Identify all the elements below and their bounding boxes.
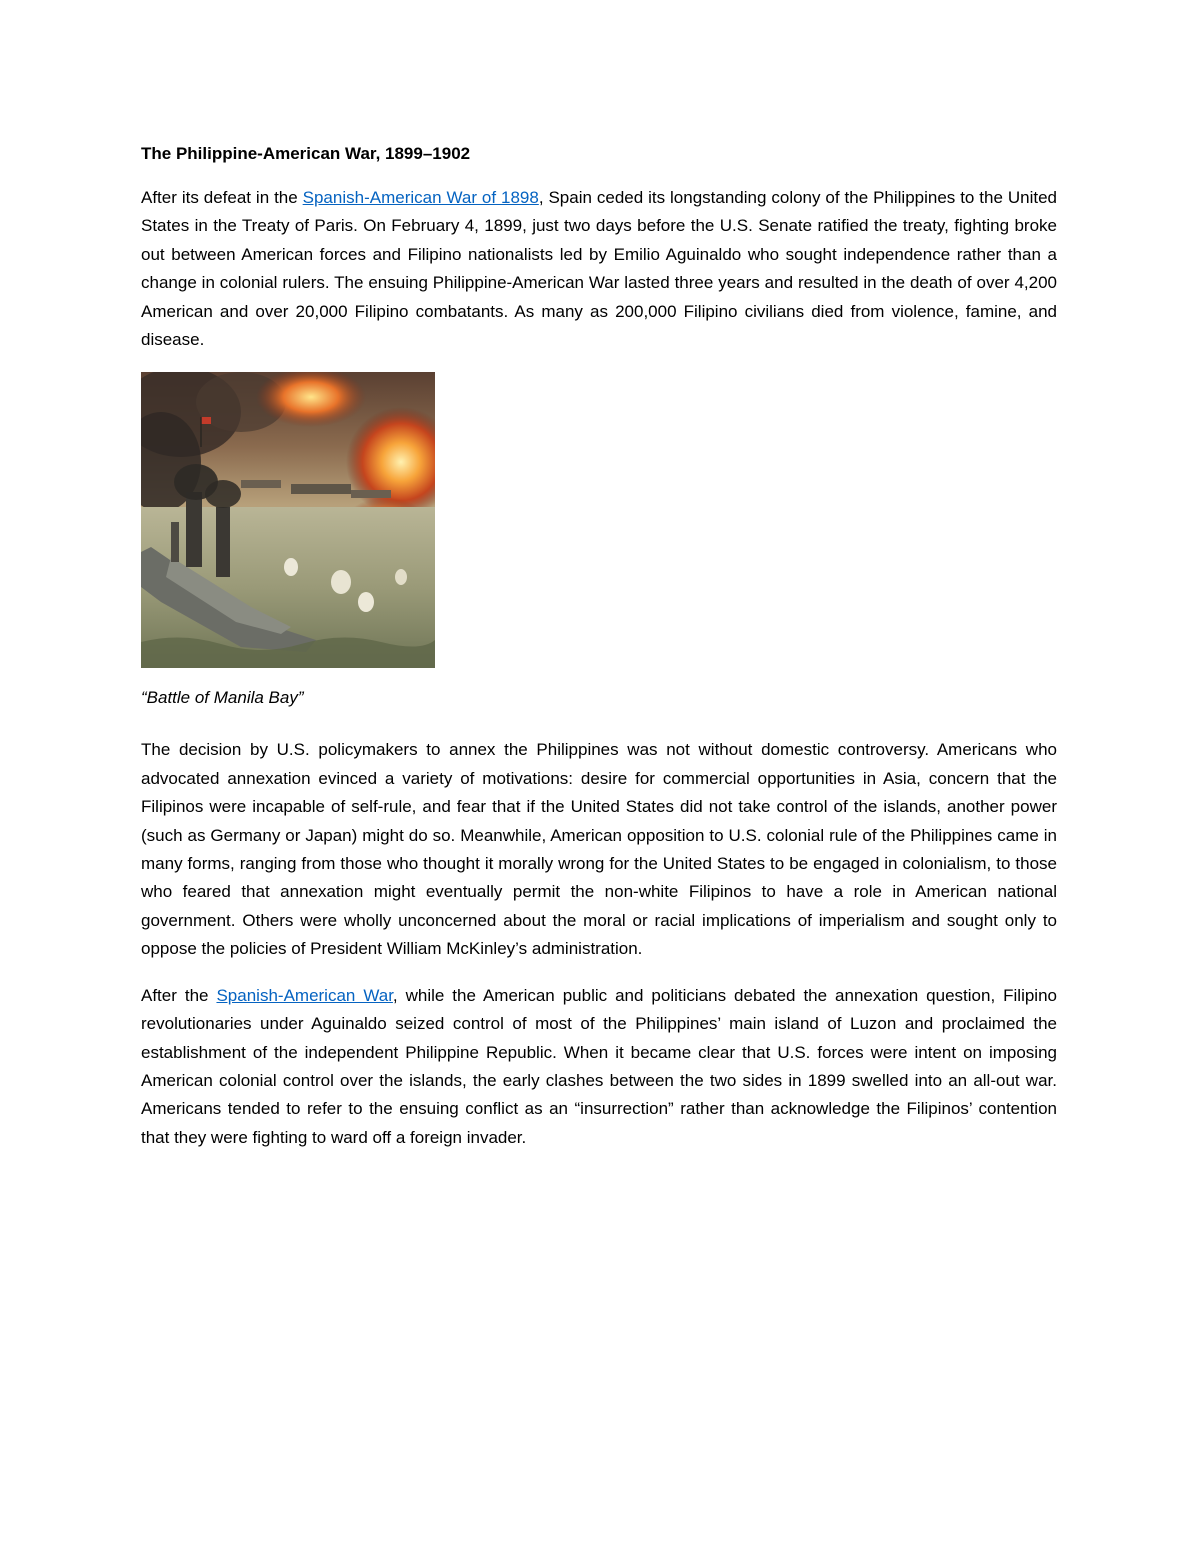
battle-of-manila-bay-painting bbox=[141, 372, 435, 668]
war-text-start: After the bbox=[141, 985, 217, 1005]
war-text-rest: , while the American public and politicians debated the annexation question, Filipino revolutionaries under Aguinaldo seized control of most of the Philippines’ main island of Luzon and proclaimed the establishment of the independent Philippine Republic. When it became clear that U.S. forces were intent on imposing American colonial control over the islands, the early clashes between the two sides in 1899 swelled into an all-out war. Americans tended to refer to the ensuing conflict as an “insurrection” rather than acknowledge the Filipinos’ contention that they were fighting to ward off a foreign invader. bbox=[141, 985, 1057, 1147]
spanish-american-war-1898-link[interactable]: Spanish-American War of 1898 bbox=[302, 188, 539, 207]
intro-paragraph bbox=[141, 184, 1057, 354]
intro-text-rest: , Spain ceded its longstanding colony of the Philippines to the United States in the Treaty of Paris. On February 4, 1899, just two days before the U.S. Senate ratified the treaty, fighting broke out between American forces and Filipino nationalists led by Emilio Aguinaldo who sought independence rather than a change in colonial rulers. The ensuing Philippine-American War lasted three years and resulted in the death of over 4,200 American and over 20,000 Filipino combatants. As many as 200,000 Filipino civilians died from violence, famine, and disease. bbox=[141, 188, 1057, 350]
document-title: The Philippine-American War, 1899–1902 bbox=[141, 144, 471, 163]
document-page bbox=[141, 142, 1057, 1170]
war-paragraph bbox=[141, 982, 1057, 1152]
annexation-debate-paragraph: The decision by U.S. policymakers to annex the Philippines was not without domestic controversy. Americans who advocated annexation evinced a variety of motivations: desire for commercial opportunities in Asia, concern that the Filipinos were incapable of self-rule, and fear that if the United States did not take control of the islands, another power (such as Germany or Japan) might do so. Meanwhile, American opposition to U.S. colonial rule of the Philippines came in many forms, ranging from those who thought it morally wrong for the United States to be engaged in colonialism, to those who feared that annexation might eventually permit the non-white Filipinos to have a role in American national government. Others were wholly unconcerned about the moral or racial implications of imperialism and sought only to oppose the policies of President William McKinley’s administration. bbox=[141, 740, 1057, 959]
image-caption: “Battle of Manila Bay” bbox=[141, 688, 304, 708]
spanish-american-war-link[interactable]: Spanish-American War bbox=[216, 985, 393, 1005]
intro-text-start: After its defeat in the bbox=[141, 188, 303, 207]
